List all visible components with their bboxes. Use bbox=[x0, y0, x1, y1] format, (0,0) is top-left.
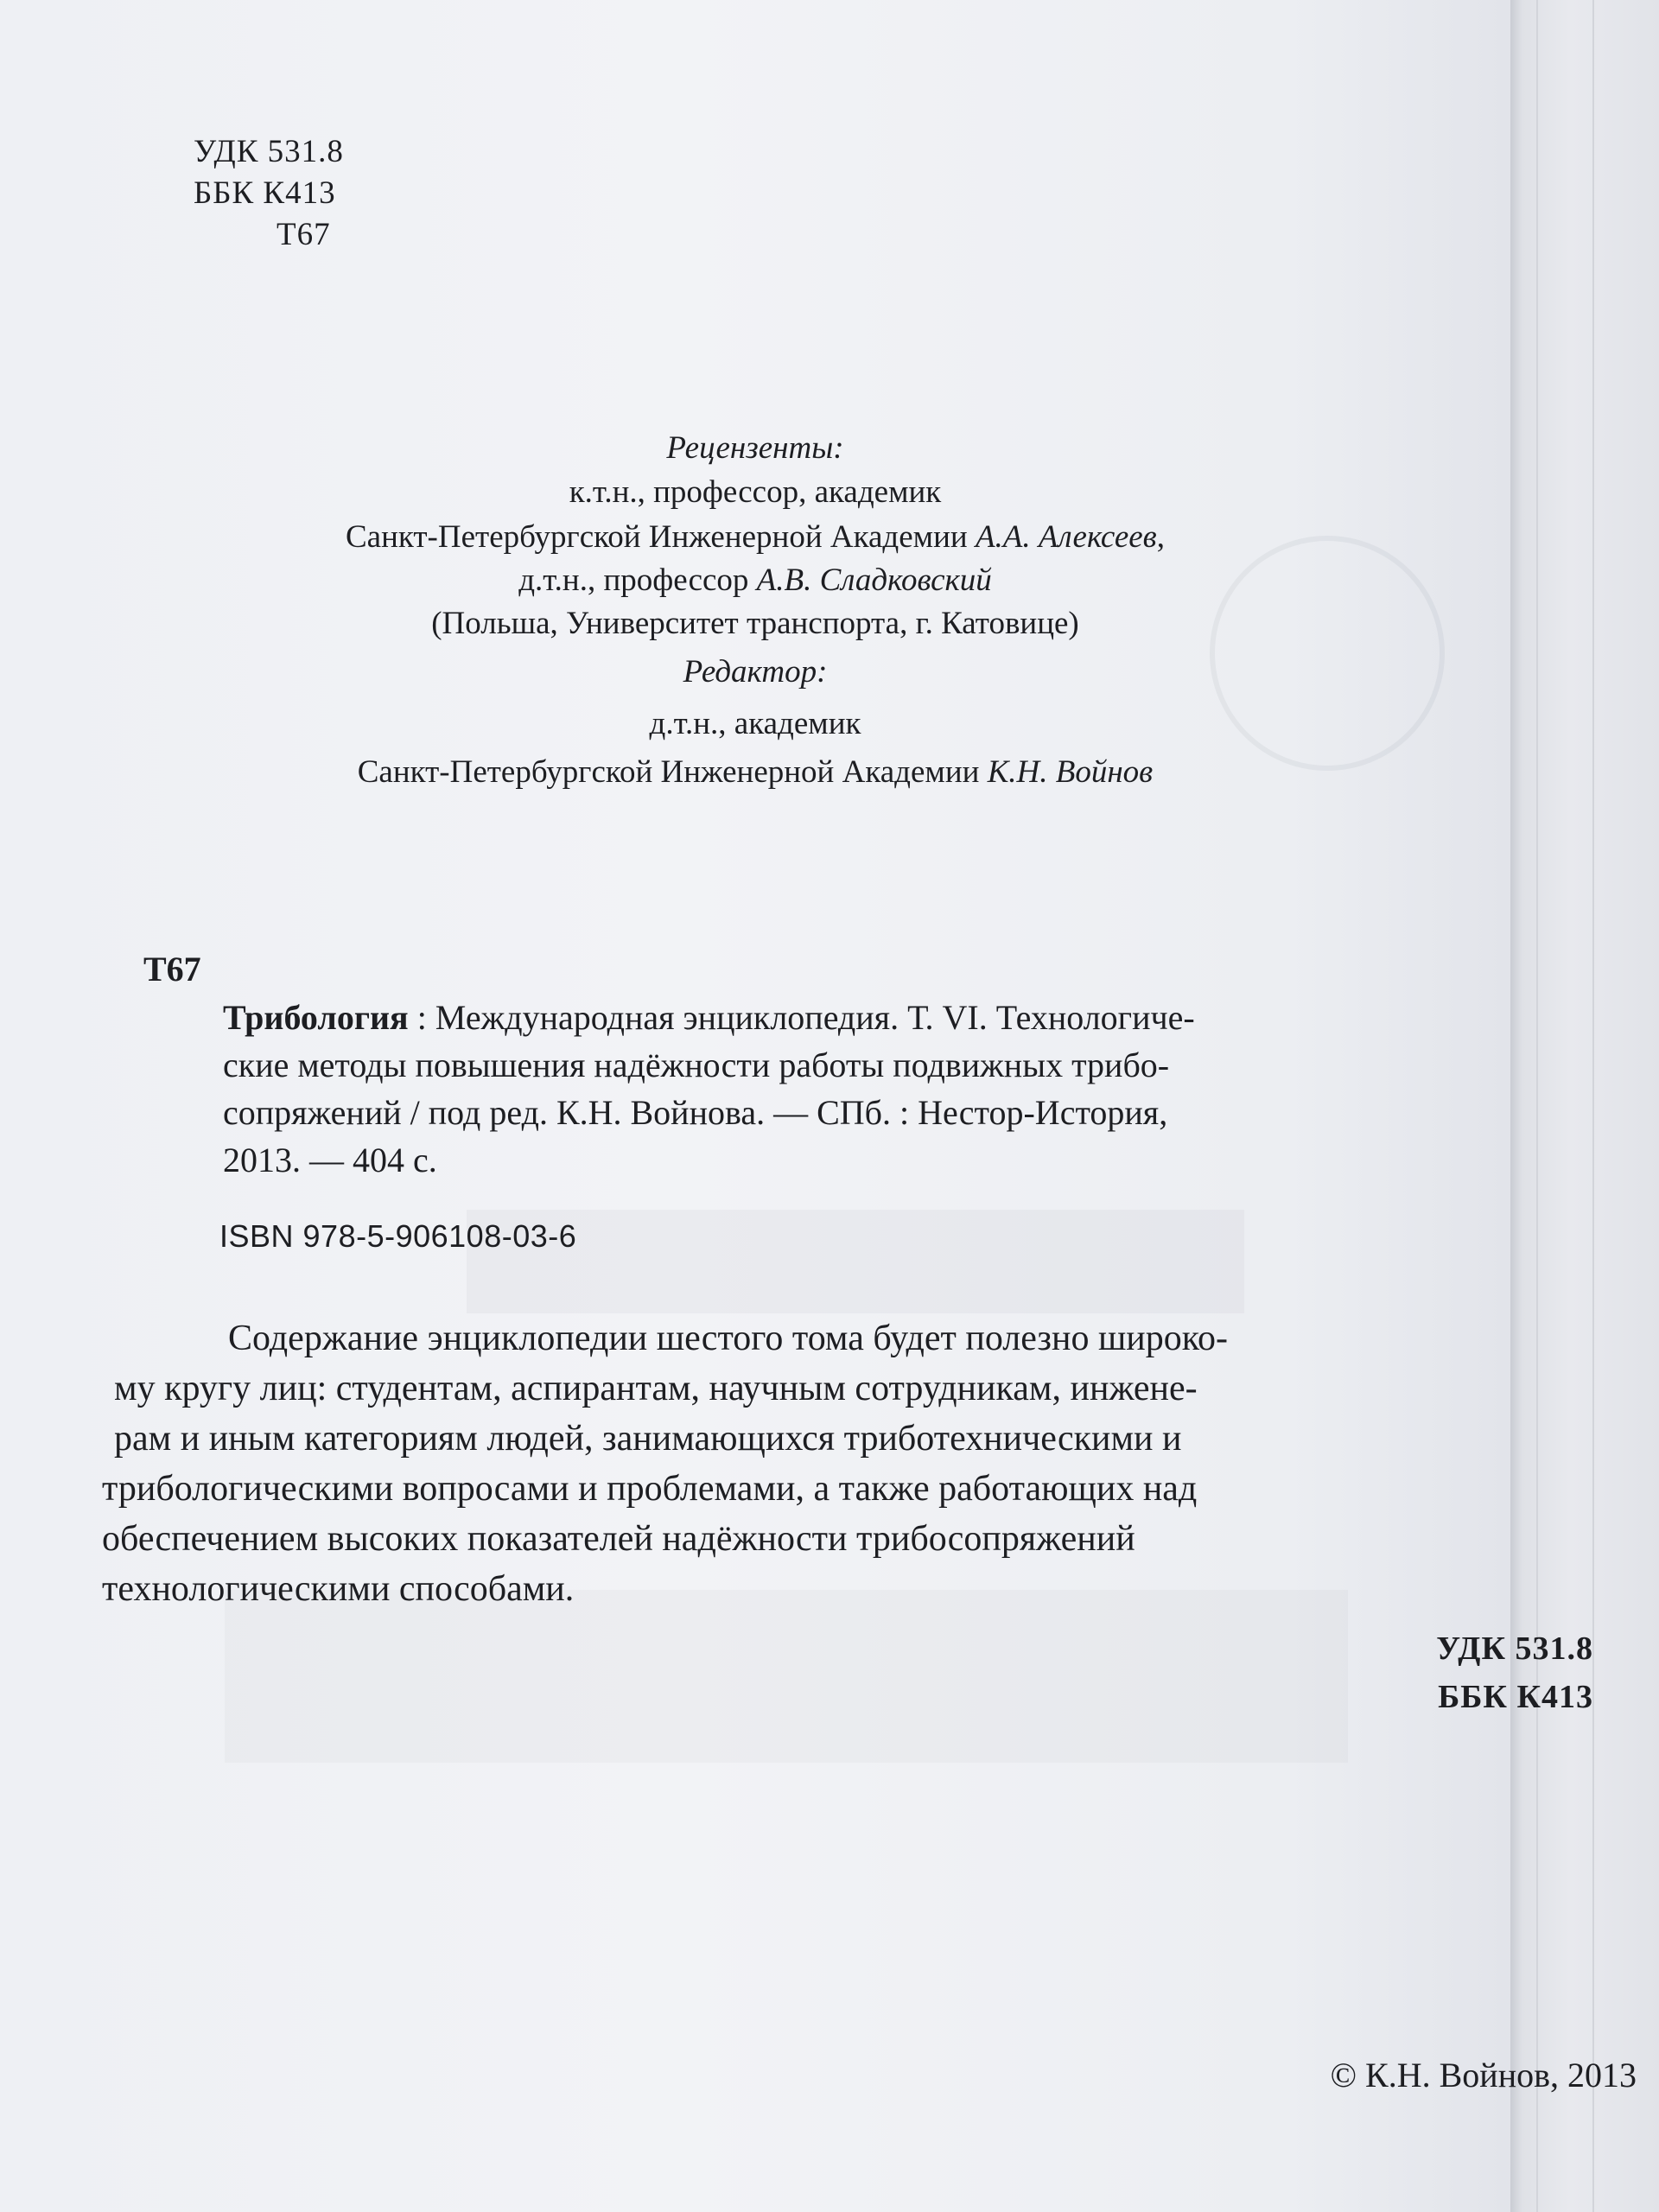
abstract-line: технологическими способами. bbox=[102, 1569, 575, 1609]
show-through-block bbox=[225, 1590, 1348, 1763]
abstract-line: Содержание энциклопедии шестого тома будет полезно широко- bbox=[228, 1319, 1229, 1358]
abstract-line: обеспечением высоких показателей надёжности трибосопряжений bbox=[102, 1519, 1135, 1559]
reviewers-line-2: Санкт-Петербургской Инженерной Академии А.А. Алексеев, bbox=[346, 519, 1165, 555]
footer-udk-code: УДК 531.8 bbox=[1436, 1630, 1593, 1667]
reviewer-name-alekseev: А.А. Алексеев bbox=[975, 519, 1157, 555]
show-through-block bbox=[467, 1210, 1244, 1313]
abstract-line: трибологическими вопросами и проблемами, а также работающих над bbox=[102, 1469, 1198, 1509]
isbn: ISBN 978-5-906108-03-6 bbox=[219, 1218, 577, 1254]
udk-code: УДК 531.8 bbox=[194, 134, 344, 169]
bbk-code: ББК К413 bbox=[194, 175, 336, 211]
biblio-title: Трибология bbox=[223, 998, 409, 1037]
udk-block bbox=[194, 131, 344, 256]
editor-org: Санкт-Петербургской Инженерной Академии bbox=[357, 754, 988, 790]
reviewers-heading: Рецензенты: bbox=[666, 430, 844, 466]
biblio-line-1: Трибология : Международная энциклопедия. Т. VI. Технологиче- bbox=[223, 998, 1195, 1037]
biblio-record bbox=[223, 994, 1562, 1184]
biblio-line-3: сопряжений / под ред. К.Н. Войнова. — СПб. : Нестор-История, bbox=[223, 1093, 1168, 1132]
biblio-line-2: ские методы повышения надёжности работы подвижных трибо- bbox=[223, 1046, 1170, 1084]
footer-bbk-code: ББК К413 bbox=[1438, 1679, 1593, 1715]
abstract-line: рам и иным категориям людей, занимающихся триботехническими и bbox=[114, 1419, 1182, 1459]
editor-line-2 bbox=[0, 753, 1510, 791]
biblio-author-mark: Т67 bbox=[143, 950, 201, 988]
abstract bbox=[102, 1313, 1597, 1614]
copyright-notice: © К.Н. Войнов, 2013 bbox=[1330, 2056, 1637, 2094]
biblio-line-4: 2013. — 404 с. bbox=[223, 1141, 437, 1179]
reviewer-org: Санкт-Петербургской Инженерной Академии bbox=[346, 519, 976, 555]
editor-name: К.Н. Войнов bbox=[987, 754, 1154, 790]
editor-heading: Редактор: bbox=[683, 654, 828, 690]
reviewers-line-3 bbox=[0, 562, 1510, 599]
abstract-line: му кругу лиц: студентам, аспирантам, научным сотрудникам, инжене- bbox=[114, 1369, 1198, 1408]
footer-codes bbox=[1436, 1624, 1593, 1721]
reviewers-line-4: (Польша, Университет транспорта, г. Катовице) bbox=[431, 606, 1079, 641]
reviewer-name-sladkovsky: А.В. Сладковский bbox=[756, 563, 992, 598]
editor-line-1: д.т.н., академик bbox=[649, 706, 861, 741]
author-mark: Т67 bbox=[276, 217, 331, 252]
reviewers-line-1: к.т.н., профессор, академик bbox=[569, 474, 942, 510]
reviewer-degree: д.т.н., профессор bbox=[518, 563, 757, 598]
